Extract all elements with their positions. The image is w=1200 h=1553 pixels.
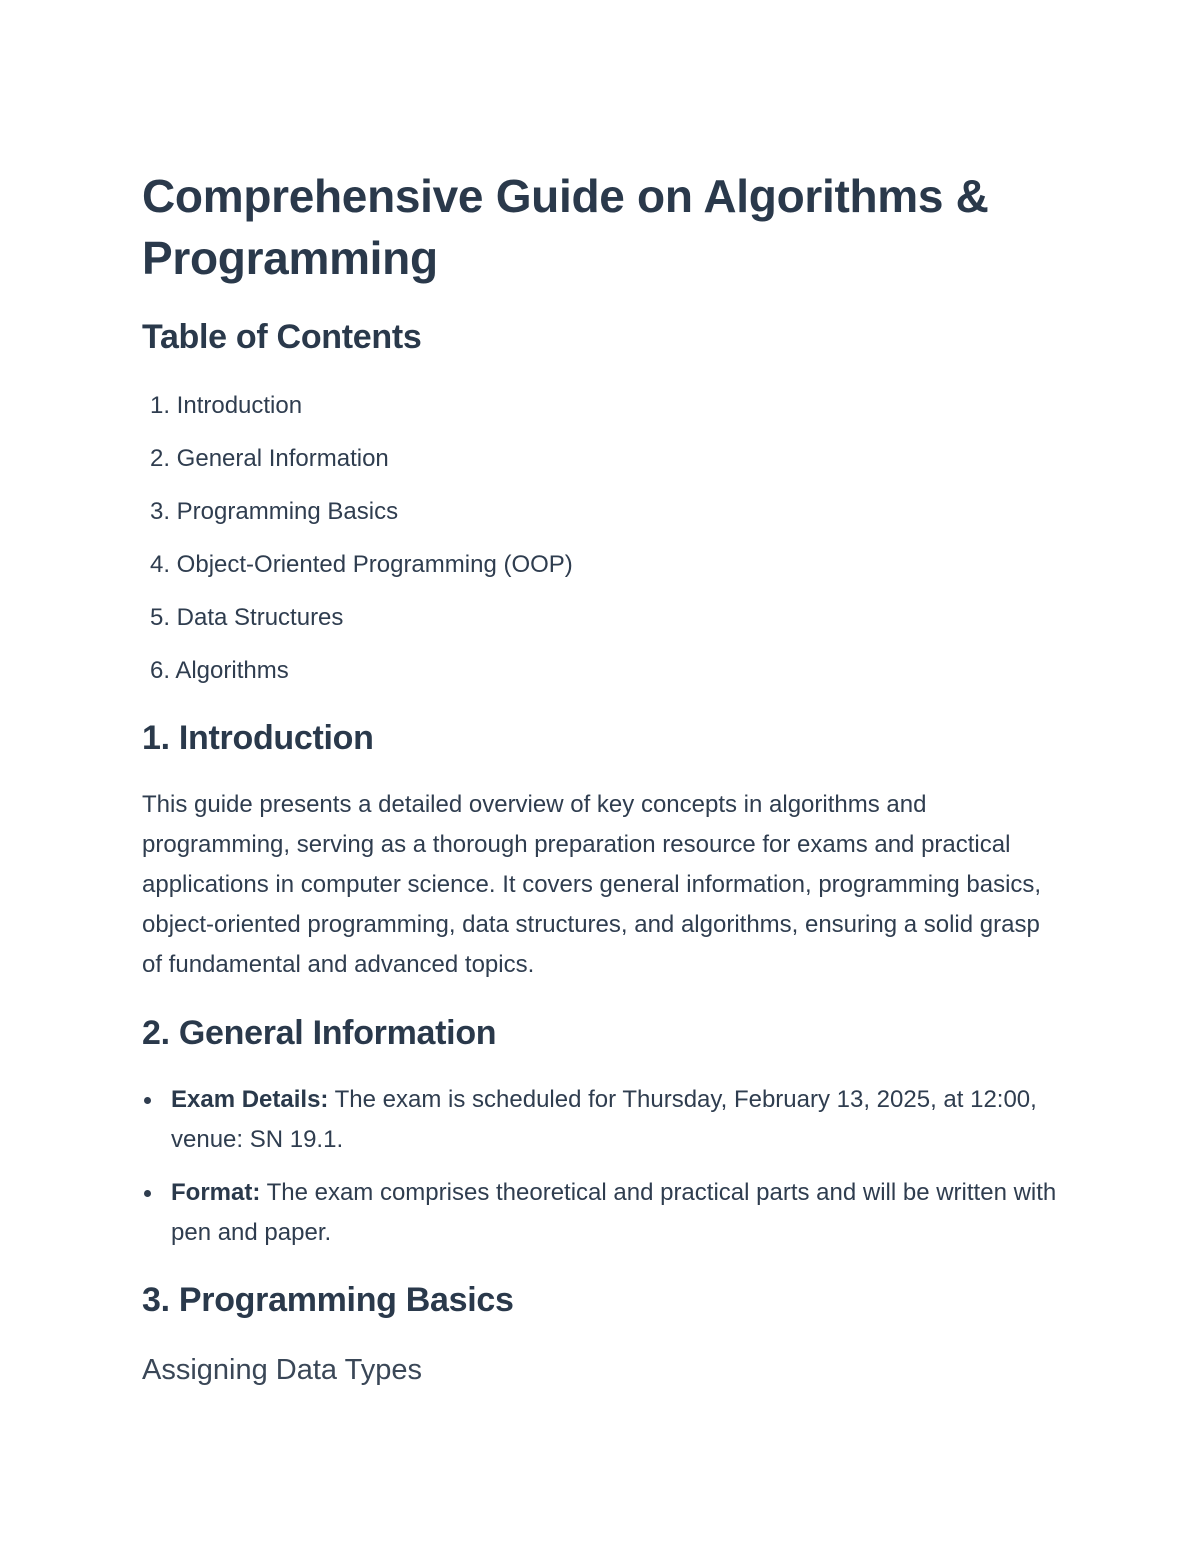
toc-item-number: 6. — [149, 657, 170, 684]
document-title: Comprehensive Guide on Algorithms & Programming — [142, 170, 989, 284]
toc-item-introduction[interactable] — [142, 386, 573, 439]
toc-item-programming-basics[interactable] — [142, 492, 573, 545]
toc-item-number: 2. — [149, 445, 170, 472]
bullet-label: Exam Details: — [171, 1086, 329, 1113]
toc-item-number: 4. — [149, 551, 170, 578]
toc-item-label: Programming Basics — [176, 498, 399, 525]
toc-item-number: 1. — [149, 392, 170, 419]
toc-item-label: Data Structures — [176, 604, 344, 631]
general-information-list — [142, 1080, 1062, 1266]
bullet-text: The exam comprises theoretical and practical parts and will be written with pen and paper. — [171, 1179, 1057, 1246]
toc-heading: Table of Contents — [142, 318, 422, 356]
introduction-paragraph: This guide presents a detailed overview of key concepts in algorithms and programming, serving as a thorough preparation resource for exams and practical applications in computer science. It covers general information, programming basics, object-oriented programming, data structures, and algorithms, ensuring a solid grasp of fundamental and advanced topics. — [142, 791, 1042, 978]
bullet-icon — [144, 1097, 151, 1104]
bullet-label: Format: — [171, 1179, 261, 1206]
list-item — [142, 1080, 1062, 1160]
toc-item-label: Object-Oriented Programming (OOP) — [176, 551, 573, 578]
list-item — [142, 1173, 1062, 1253]
bullet-text: The exam is scheduled for Thursday, February 13, 2025, at 12:00, venue: SN 19.1. — [171, 1086, 1037, 1153]
general-information-heading: 2. General Information — [142, 1014, 497, 1052]
assigning-data-types-subheading: Assigning Data Types — [142, 1354, 422, 1386]
table-of-contents — [142, 386, 573, 704]
toc-item-data-structures[interactable] — [142, 598, 573, 651]
toc-item-algorithms[interactable] — [142, 651, 573, 704]
introduction-heading: 1. Introduction — [142, 719, 374, 757]
bullet-icon — [144, 1190, 151, 1197]
programming-basics-heading: 3. Programming Basics — [142, 1281, 514, 1319]
toc-item-general-information[interactable] — [142, 439, 573, 492]
toc-item-label: General Information — [176, 445, 389, 472]
toc-item-number: 5. — [149, 604, 170, 631]
toc-item-label: Introduction — [176, 392, 303, 419]
toc-item-number: 3. — [149, 498, 170, 525]
toc-item-label: Algorithms — [175, 657, 289, 684]
toc-item-oop[interactable] — [142, 545, 573, 598]
